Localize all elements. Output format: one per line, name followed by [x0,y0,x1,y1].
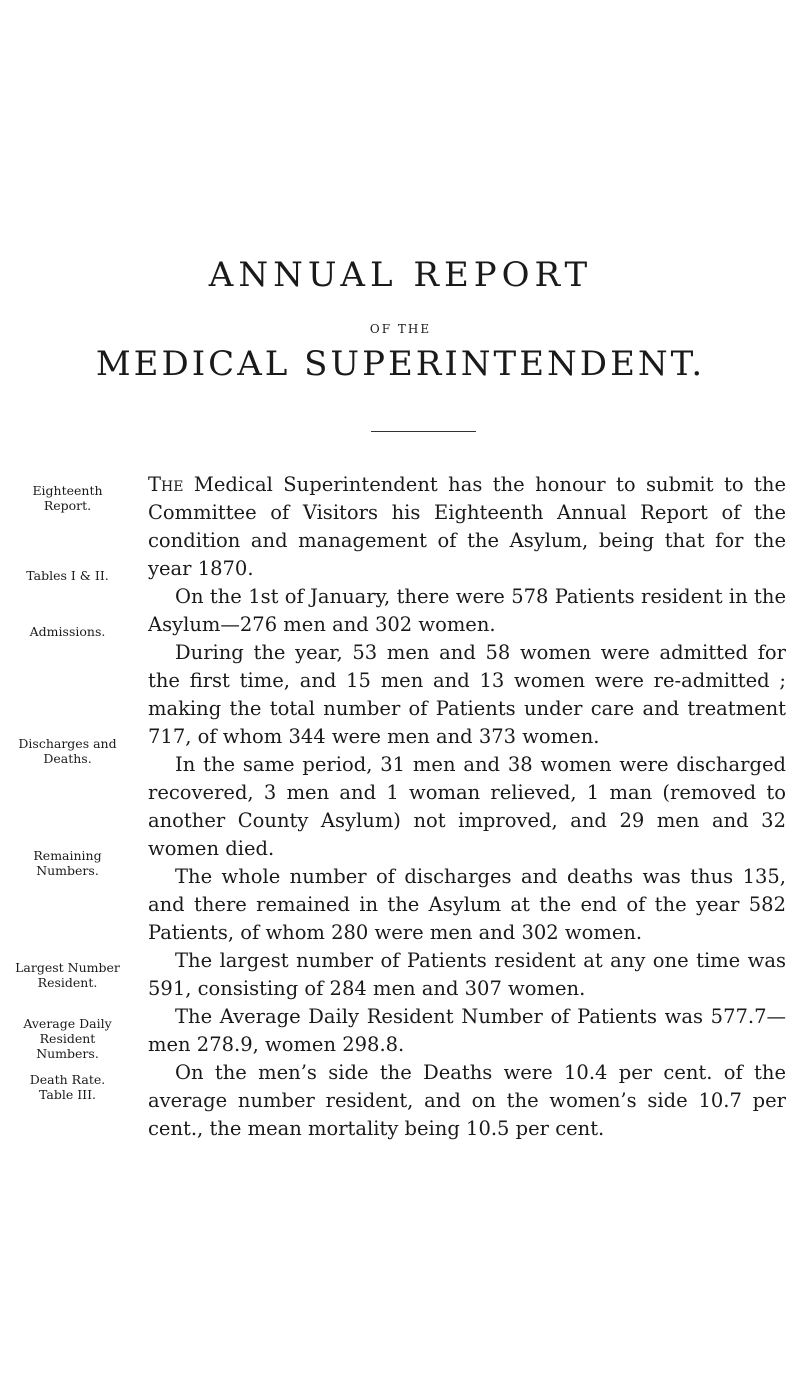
report-body [148,471,786,1143]
paragraph-remaining: The whole number of discharges and deaths was thus 135, and there remained in the Asylum at the end of the year 582 Patients, of whom 280 were men and 302 women. [148,865,786,944]
margin-note-death-rate [4,1072,131,1102]
margin-note-remaining [4,848,131,878]
report-title: ANNUAL REPORT [208,255,593,295]
margin-note-admissions [4,624,131,639]
margin-note-tables [4,568,131,583]
report-subtitle: MEDICAL SUPERINTENDENT. [95,344,706,384]
title-divider [371,431,476,432]
margin-note-line: Eighteenth [32,483,103,498]
margin-note-line: Resident [39,1031,96,1046]
paragraph-average-daily: The Average Daily Resident Number of Patients was 577.7—men 278.9, women 298.8. [148,1005,786,1056]
margin-note-line: Tables I & II. [26,568,109,583]
paragraph-discharges: In the same period, 31 men and 38 women were discharged recovered, 3 men and 1 woman relieved, 1 man (removed to another County Asylum) not improved, and 29 men and 32 women died. [148,753,786,860]
margin-note-line: Remaining [33,848,102,863]
margin-note-line: Table III. [39,1087,96,1102]
margin-note-line: Death Rate. [29,1072,106,1087]
margin-note-line: Discharges and [18,736,117,751]
margin-note-largest-number [4,960,131,990]
margin-note-line: Deaths. [43,751,92,766]
margin-note-line: Admissions. [29,624,106,639]
margin-note-eighteenth-report [4,483,131,513]
paragraph-january: On the 1st of January, there were 578 Patients resident in the Asylum—276 men and 302 women. [148,585,786,636]
paragraph-admissions: During the year, 53 men and 58 women were admitted for the first time, and 15 men and 13 women were re-admitted ; making the total number of Patients under care and treatment 717, of whom 344 were men and 373 women. [148,641,786,748]
margin-note-discharges [4,736,131,766]
margin-note-line: Largest Number [15,960,120,975]
paragraph-intro [148,471,786,583]
margin-note-line: Average Daily [23,1016,112,1031]
margin-note-line: Numbers. [36,1046,99,1061]
margin-note-line: Report. [43,498,92,513]
margin-note-line: Numbers. [36,863,99,878]
margin-note-average-daily [4,1016,131,1061]
paragraph-death-rate: On the men’s side the Deaths were 10.4 per cent. of the average number resident, and on the women’s side 10.7 per cent., the mean mortality being 10.5 per cent. [148,1061,786,1140]
margin-note-line: Resident. [37,975,98,990]
report-title-connector: OF THE [369,322,432,336]
paragraph-largest-number: The largest number of Patients resident at any one time was 591, consisting of 284 men and 307 women. [148,949,786,1000]
paragraph-intro-text: Medical Superintendent has the honour to submit to the Committee of Visitors his Eighteenth Annual Report of the condition and management of the Asylum, being that for the year 1870. [148,473,786,580]
paragraph-lead-word: The [148,473,184,496]
